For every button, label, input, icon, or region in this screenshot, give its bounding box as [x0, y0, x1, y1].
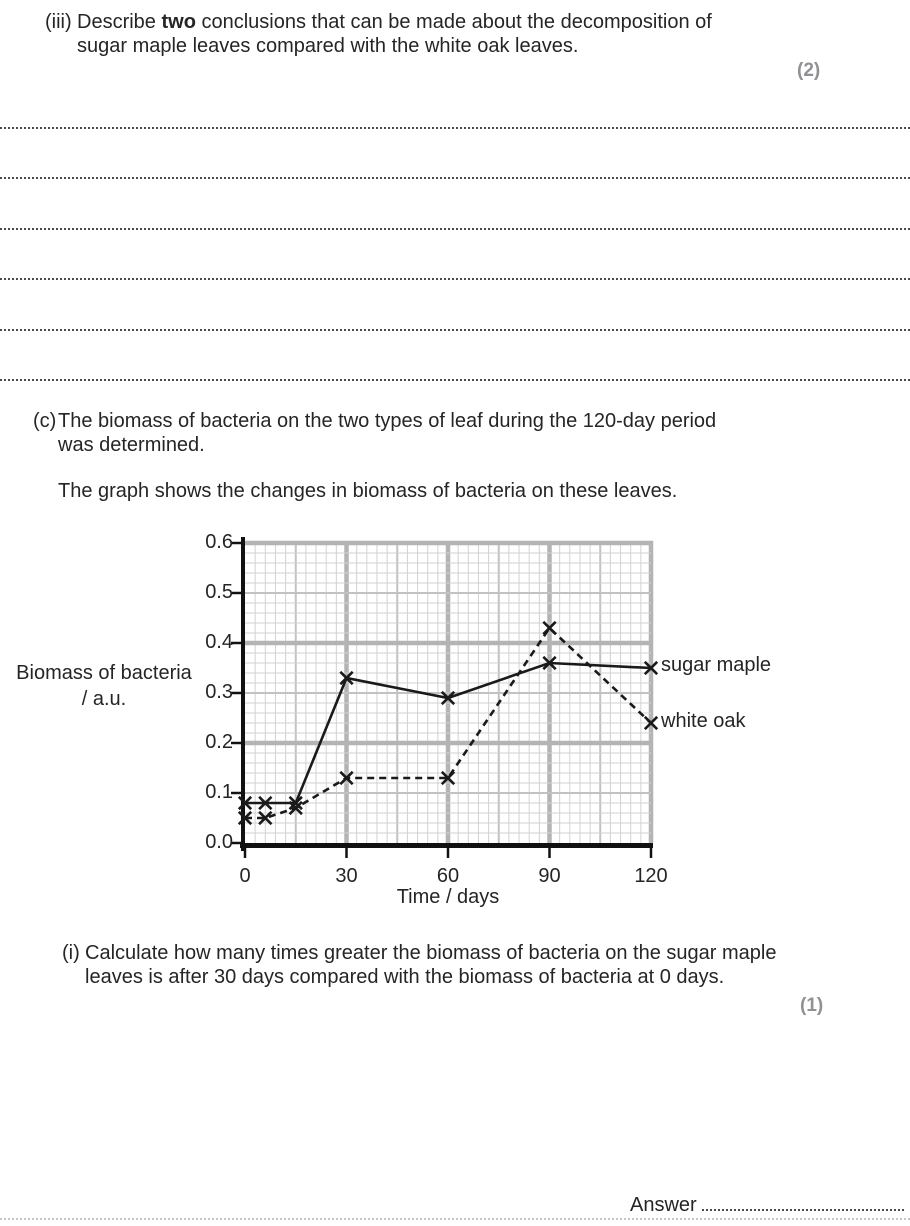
answer-line-3[interactable]: [0, 228, 910, 230]
y-axis-title-line2: / a.u.: [81, 688, 127, 710]
question-iii-line1-pre: Describe: [77, 11, 162, 33]
x-axis-title: Time / days: [396, 886, 500, 908]
y-tick-label: 0.6: [205, 531, 233, 553]
x-tick-label: 120: [634, 865, 668, 887]
x-tick-label: 60: [436, 865, 460, 887]
marks-badge-1: (1): [800, 995, 824, 1016]
y-tick-label: 0.5: [205, 581, 233, 603]
answer-line-7[interactable]: [0, 1218, 910, 1220]
chart-plot-area: [190, 524, 910, 916]
question-i-line1: Calculate how many times greater the biomass of bacteria on the sugar maple: [85, 942, 777, 964]
y-tick-label: 0.0: [205, 831, 233, 853]
marks-badge-2: (2): [797, 60, 821, 81]
legend-sugar-maple: sugar maple: [661, 654, 772, 676]
question-i-line2: leaves is after 30 days compared with the biomass of bacteria at 0 days.: [85, 966, 725, 988]
answer-line-6[interactable]: [0, 379, 910, 381]
question-iii-line1: [77, 10, 712, 34]
x-tick-label: 30: [335, 865, 358, 887]
answer-label: Answer: [630, 1194, 697, 1216]
y-tick-label: 0.4: [205, 631, 233, 653]
answer-blank[interactable]: [702, 1193, 904, 1211]
question-c-marker: (c): [33, 410, 57, 432]
x-tick-label: 90: [538, 865, 561, 887]
legend-white-oak: white oak: [661, 710, 746, 732]
question-iii-line2: sugar maple leaves compared with the white oak leaves.: [77, 35, 579, 57]
question-c-line1: The biomass of bacteria on the two types of leaf during the 120-day period: [58, 410, 717, 432]
question-c-line2: was determined.: [58, 434, 205, 456]
y-tick-label: 0.1: [205, 781, 233, 803]
y-tick-label: 0.3: [205, 681, 233, 703]
question-iii-line1-bold: two: [161, 11, 196, 33]
question-i-marker: (i): [62, 942, 80, 964]
y-tick-label: 0.2: [205, 731, 233, 753]
question-c-line3: The graph shows the changes in biomass of bacteria on these leaves.: [58, 480, 678, 502]
answer-line-4[interactable]: [0, 278, 910, 280]
answer-line-2[interactable]: [0, 177, 910, 179]
y-axis-title: [8, 660, 200, 712]
answer-line-5[interactable]: [0, 329, 910, 331]
question-iii-marker: (iii): [45, 11, 72, 33]
answer-row: [630, 1193, 904, 1217]
y-axis-title-line1: Biomass of bacteria: [16, 662, 192, 684]
x-tick-label: 0: [239, 865, 251, 887]
answer-line-1[interactable]: [0, 127, 910, 129]
question-iii-line1-post: conclusions that can be made about the decomposition of: [195, 11, 712, 33]
